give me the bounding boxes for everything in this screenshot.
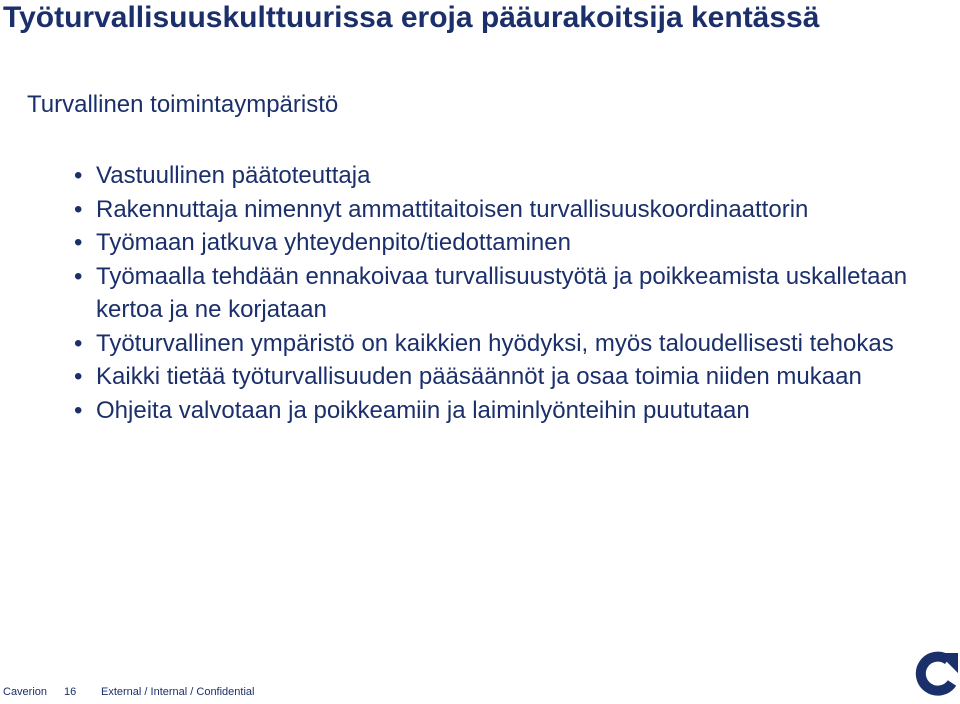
bullet-list	[72, 159, 932, 427]
footer-classification: External / Internal / Confidential	[101, 686, 255, 698]
bullet-item: • Rakennuttaja nimennyt ammattitaitoisen turvallisuuskoordinaattorin	[72, 193, 932, 227]
slide-title: Työturvallisuuskulttuurissa eroja pääurakoitsija kentässä	[3, 1, 820, 34]
footer-page-number: 16	[64, 686, 77, 698]
caverion-logo-svg	[912, 651, 960, 699]
bullet-item: • Ohjeita valvotaan ja poikkeamiin ja laiminlyönteihin puututaan	[72, 394, 932, 428]
bullet-item: • Työmaan jatkuva yhteydenpito/tiedottaminen	[72, 226, 932, 260]
footer-company: Caverion	[3, 686, 48, 698]
caverion-c-arrow-icon	[912, 651, 960, 699]
slide-subtitle: Turvallinen toimintaympäristö	[27, 91, 339, 118]
bullet-item: • Kaikki tietää työturvallisuuden pääsäännöt ja osaa toimia niiden mukaan	[72, 360, 932, 394]
bullet-item: • Vastuullinen päätoteuttaja	[72, 159, 932, 193]
bullet-item: • Työmaalla tehdään ennakoivaa turvallisuustyötä ja poikkeamista uskalletaan kertoa ja ne korjataan	[72, 260, 932, 327]
bullet-item: • Työturvallinen ympäristö on kaikkien hyödyksi, myös taloudellisesti tehokas	[72, 327, 932, 361]
